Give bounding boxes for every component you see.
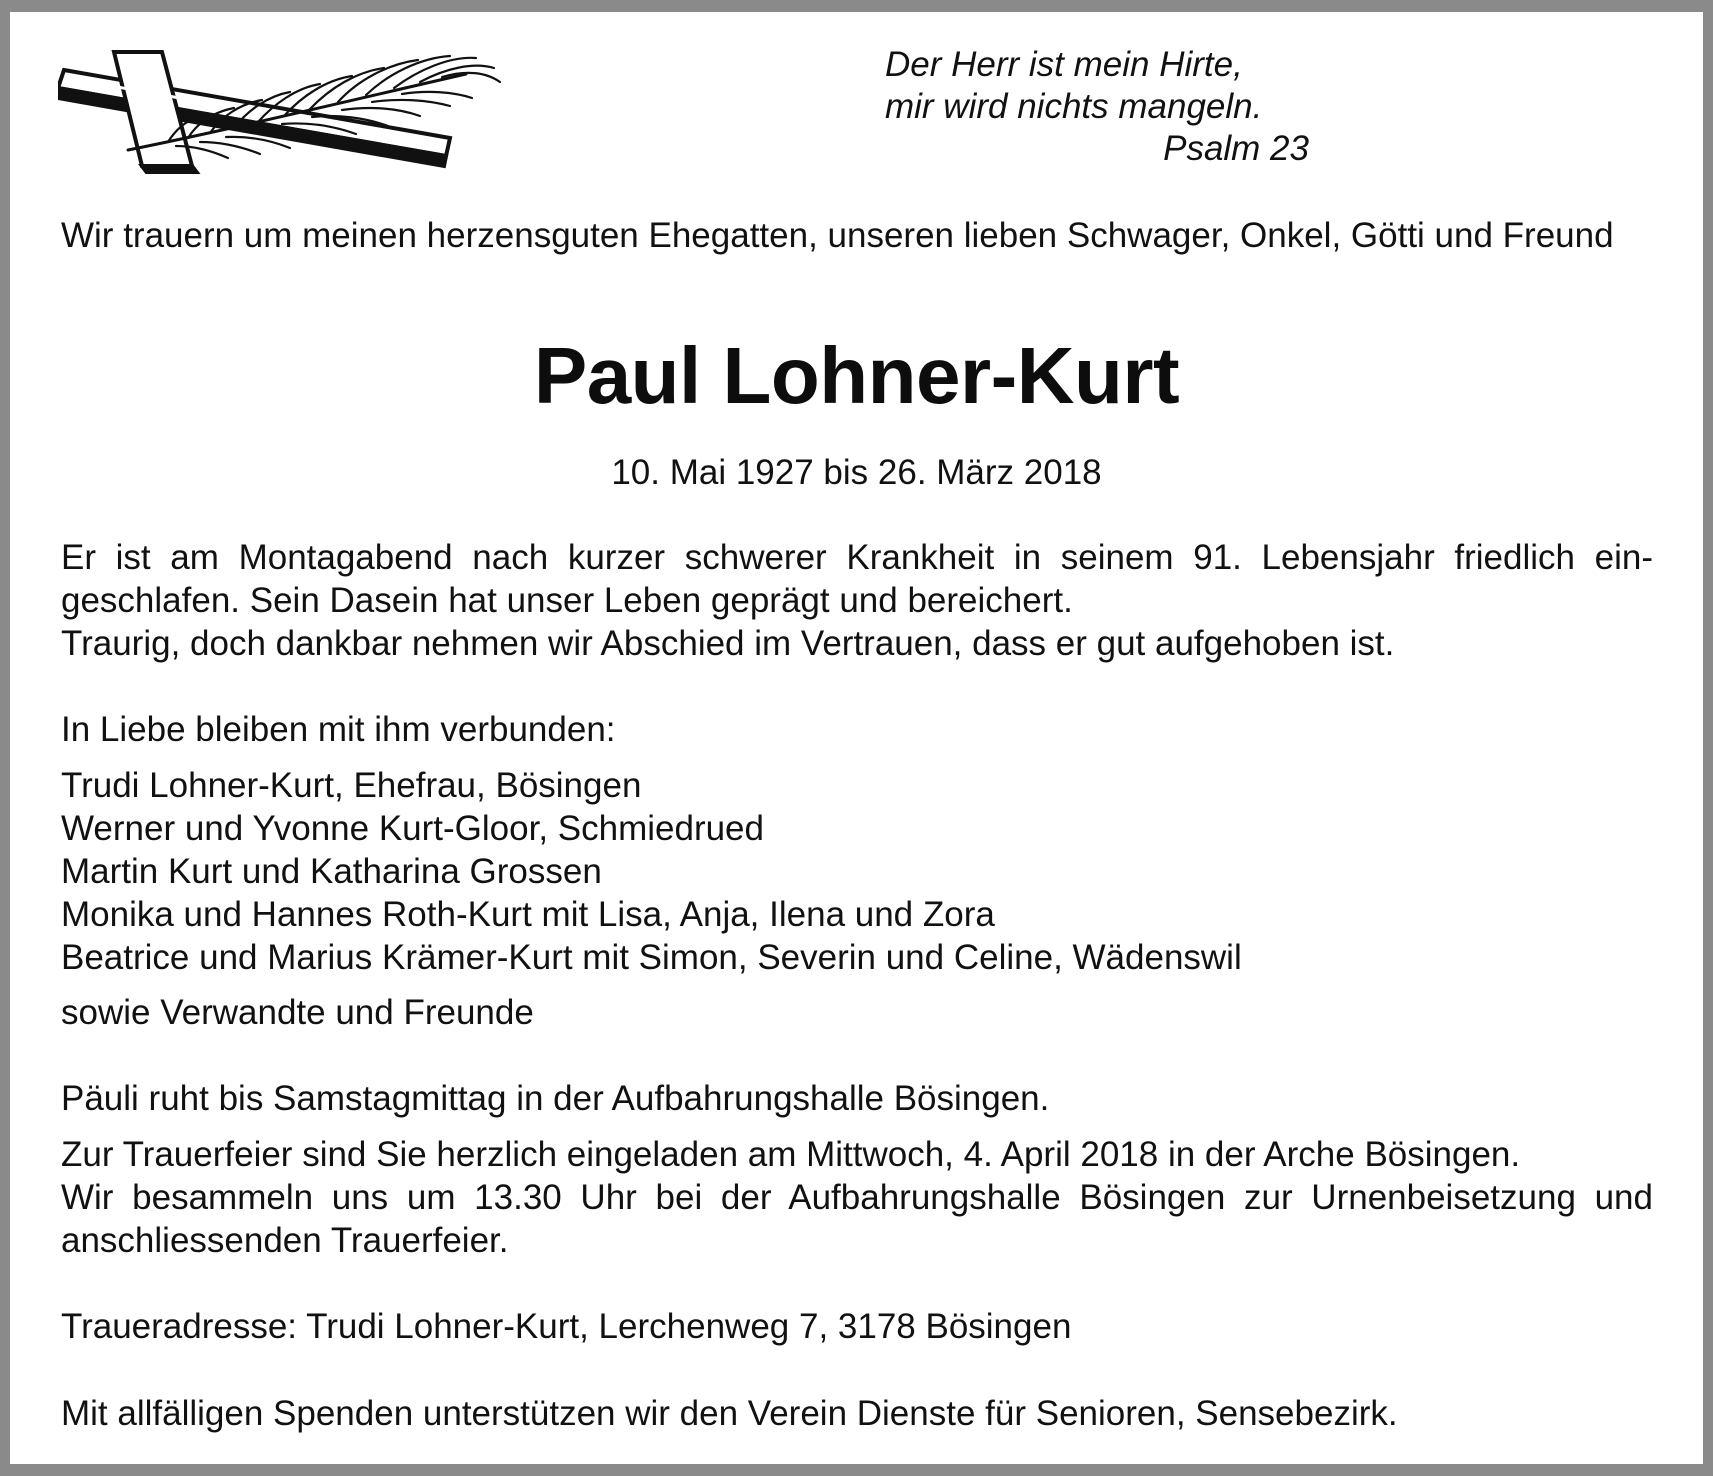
service-paragraph — [61, 1133, 1653, 1262]
message-line-3: Traurig, doch dankbar nehmen wir Abschied im Vertrauen, dass er gut aufgehoben ist. — [61, 624, 1395, 663]
psalm-line-2: mir wird nichts mangeln. — [885, 87, 1263, 126]
life-dates: 10. Mai 1927 bis 26. März 2018 — [611, 453, 1102, 492]
mourners-heading: In Liebe bleiben mit ihm verbunden: — [61, 710, 616, 749]
psalm-reference: Psalm 23 — [1163, 129, 1309, 168]
mourner-item: Werner und Yvonne Kurt-Gloor, Schmiedrued — [61, 809, 764, 848]
psalm-quote — [885, 44, 1315, 170]
mourner-item: Trudi Lohner-Kurt, Ehefrau, Bösingen — [61, 766, 642, 805]
message-line-2: geschlafen. Sein Dasein hat unser Leben geprägt und bereichert. — [61, 581, 1073, 620]
psalm-line-1: Der Herr ist mein Hirte, — [885, 45, 1243, 84]
service-line-1: Zur Trauerfeier sind Sie herzlich eingeladen am Mittwoch, 4. April 2018 in der Arche Bösingen. — [61, 1135, 1521, 1174]
mourners-list — [61, 764, 1653, 979]
message-line-1: Er ist am Montagabend nach kurzer schwerer Krankheit in seinem 91. Lebensjahr friedlich ein- — [61, 538, 1653, 577]
service-line-2: Wir besammeln uns um 13.30 Uhr bei der Aufbahrungshalle Bösingen zur Urnenbeisetzung und — [61, 1178, 1653, 1217]
mourner-item: Monika und Hannes Roth-Kurt mit Lisa, Anja, Ilena und Zora — [61, 895, 995, 934]
deceased-name: Paul Lohner-Kurt — [533, 331, 1180, 420]
mourner-item: Beatrice und Marius Krämer-Kurt mit Simon, Severin und Celine, Wädenswil — [61, 938, 1242, 977]
mourning-address: Traueradresse: Trudi Lohner-Kurt, Lerchenweg 7, 3178 Bösingen — [61, 1307, 1072, 1346]
viewing-text: Päuli ruht bis Samstagmittag in der Aufbahrungshalle Bösingen. — [61, 1079, 1050, 1118]
relatives-text: sowie Verwandte und Freunde — [61, 993, 534, 1032]
message-paragraph — [61, 536, 1653, 665]
donations-text: Mit allfälligen Spenden unterstützen wir den Verein Dienste für Senioren, Sensebezirk. — [61, 1394, 1398, 1433]
intro-text: Wir trauern um meinen herzensguten Ehegatten, unseren lieben Schwager, Onkel, Götti und Freund — [61, 216, 1614, 255]
cross-with-palm-branch-icon — [58, 46, 520, 174]
mourner-item: Martin Kurt und Katharina Grossen — [61, 852, 602, 891]
service-line-3: anschliessenden Trauerfeier. — [61, 1221, 509, 1260]
